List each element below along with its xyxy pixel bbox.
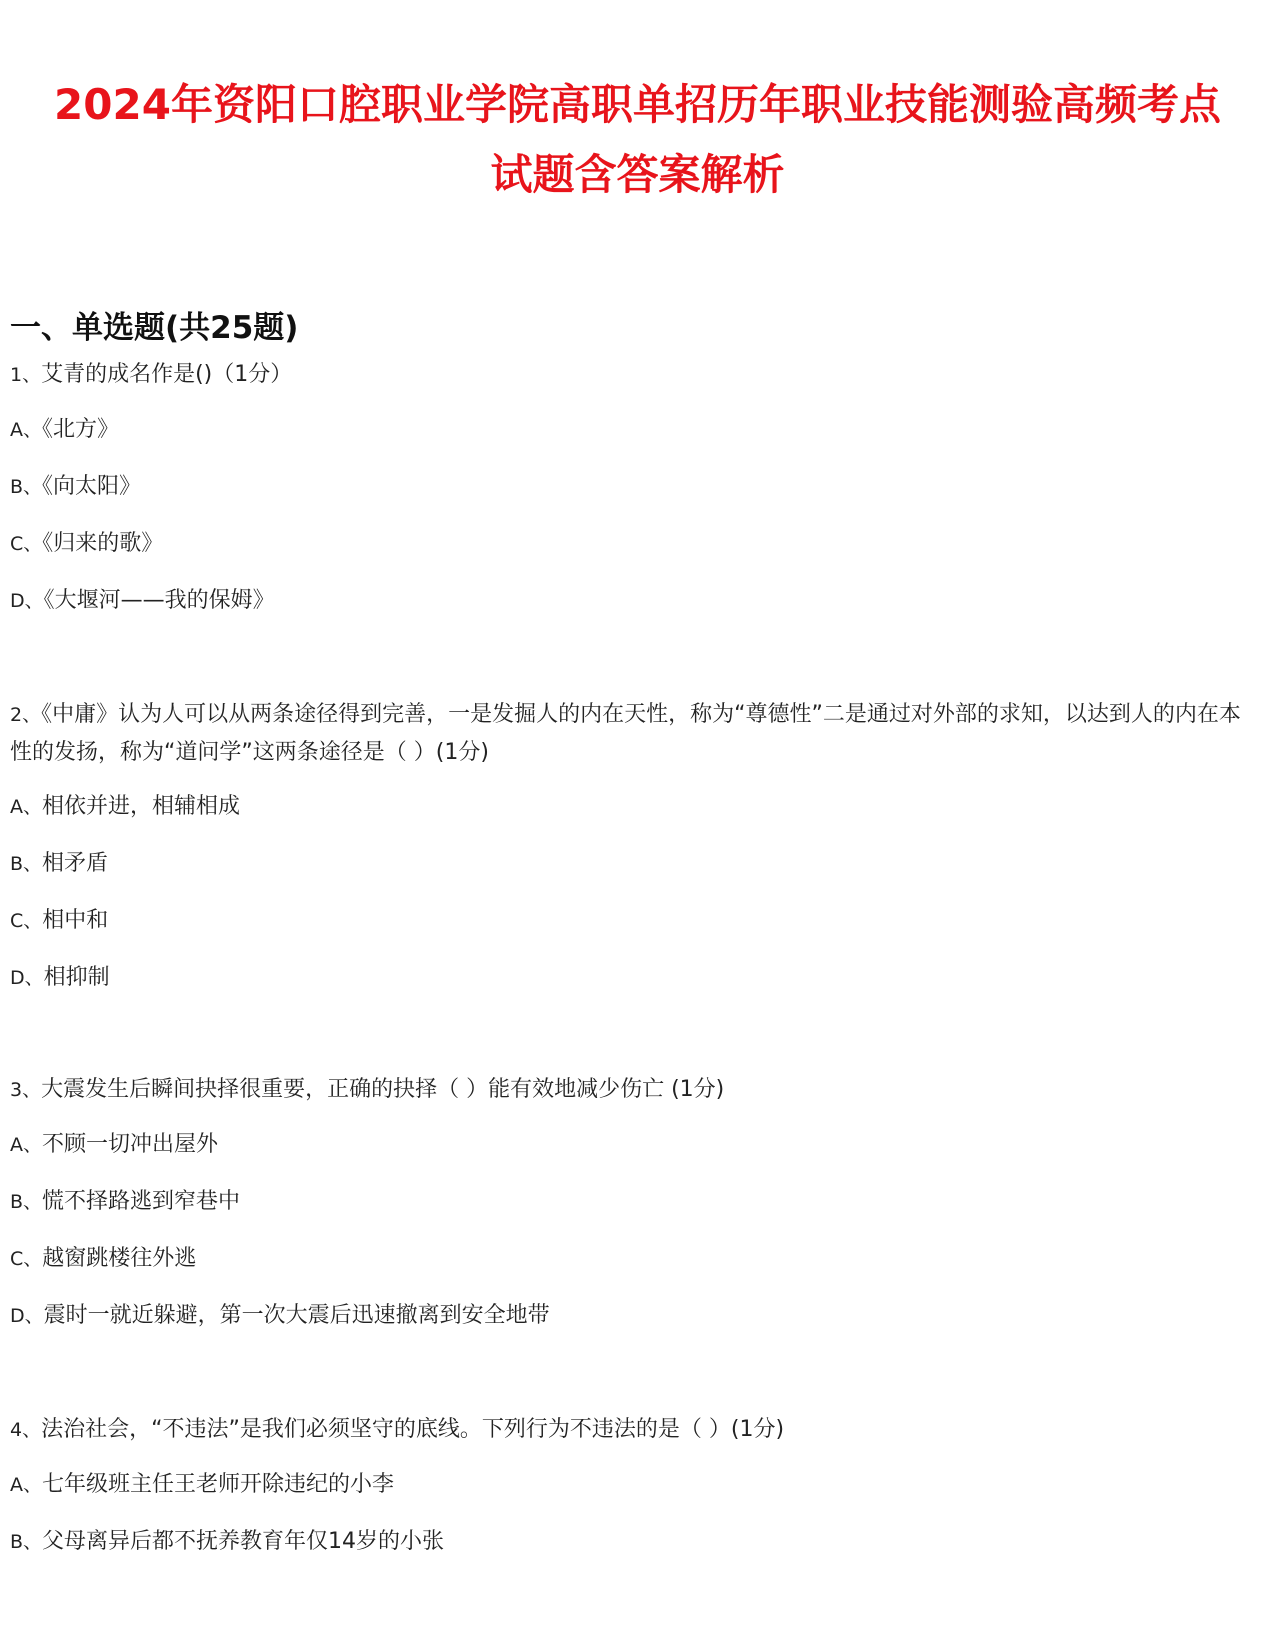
option-c — [10, 1240, 1255, 1277]
option-letter: A、 — [10, 1134, 42, 1156]
option-b — [10, 1523, 1255, 1560]
option-d — [10, 959, 1255, 996]
option-letter: C、 — [10, 533, 43, 555]
option-letter: B、 — [10, 853, 43, 875]
document-title — [0, 70, 1275, 210]
question-text: 《中庸》认为人可以从两条途径得到完善，一是发掘人的内在天性，称为“尊德性”二是通过对外部的求知，以达到人的内在本性的发扬，称为“道问学”这两条途径是（ ）(1分) — [10, 702, 1241, 765]
question-stem — [10, 356, 1255, 394]
option-b — [10, 468, 1255, 505]
option-text: 相依并进，相辅相成 — [42, 794, 241, 819]
option-text: 相矛盾 — [42, 851, 109, 876]
option-letter: C、 — [10, 910, 43, 932]
question-3 — [10, 1071, 1255, 1354]
document-title-line-2: 试题含答案解析 — [490, 150, 785, 199]
question-2 — [10, 696, 1255, 1016]
option-b — [10, 1183, 1255, 1220]
option-c — [10, 902, 1255, 939]
option-a — [10, 411, 1255, 448]
question-stem — [10, 696, 1255, 771]
option-text: 《大堰河——我的保姆》 — [43, 588, 275, 613]
option-text: 震时一就近躲避，第一次大震后迅速撤离到安全地带 — [43, 1303, 550, 1328]
section-heading: 一、单选题(共25题) — [10, 310, 299, 346]
question-number: 2、 — [10, 704, 42, 726]
option-text: 七年级班主任王老师开除违纪的小李 — [42, 1472, 395, 1497]
option-b — [10, 845, 1255, 882]
option-a — [10, 1126, 1255, 1163]
option-letter: B、 — [10, 1531, 43, 1553]
option-letter: D、 — [10, 967, 44, 989]
option-text: 相中和 — [42, 908, 109, 933]
option-letter: C、 — [10, 1248, 43, 1270]
option-text: 《向太阳》 — [42, 474, 142, 499]
option-letter: A、 — [10, 796, 42, 818]
question-text: 大震发生后瞬间抉择很重要，正确的抉择（ ）能有效地减少伤亡 (1分) — [41, 1077, 725, 1102]
option-letter: D、 — [10, 1305, 44, 1327]
option-text: 《归来的歌》 — [42, 531, 164, 556]
option-letter: A、 — [10, 1474, 42, 1496]
option-a — [10, 788, 1255, 825]
question-text: 艾青的成名作是()（1分） — [41, 362, 293, 387]
option-c — [10, 525, 1255, 562]
option-d — [10, 582, 1255, 619]
question-stem — [10, 1411, 1255, 1449]
document-title-line-1: 2024年资阳口腔职业学院高职单招历年职业技能测验高频考点 — [54, 80, 1221, 129]
option-letter: B、 — [10, 476, 43, 498]
question-number: 4、 — [10, 1419, 42, 1441]
question-stem — [10, 1071, 1255, 1109]
option-text: 慌不择路逃到窄巷中 — [42, 1189, 241, 1214]
option-text: 父母离异后都不抚养教育年仅14岁的小张 — [42, 1529, 445, 1554]
option-text: 《北方》 — [42, 417, 120, 442]
option-text: 不顾一切冲出屋外 — [42, 1132, 219, 1157]
option-text: 相抑制 — [43, 965, 110, 990]
option-a — [10, 1466, 1255, 1503]
question-number: 3、 — [10, 1079, 42, 1101]
option-letter: A、 — [10, 419, 42, 441]
option-letter: B、 — [10, 1191, 43, 1213]
option-d — [10, 1297, 1255, 1334]
option-text: 越窗跳楼往外逃 — [42, 1246, 197, 1271]
option-letter: D、 — [10, 590, 44, 612]
question-number: 1、 — [10, 364, 42, 386]
question-4 — [10, 1411, 1255, 1580]
question-1 — [10, 356, 1255, 639]
question-text: 法治社会，“不违法”是我们必须坚守的底线。下列行为不违法的是（ ）(1分) — [41, 1417, 785, 1442]
